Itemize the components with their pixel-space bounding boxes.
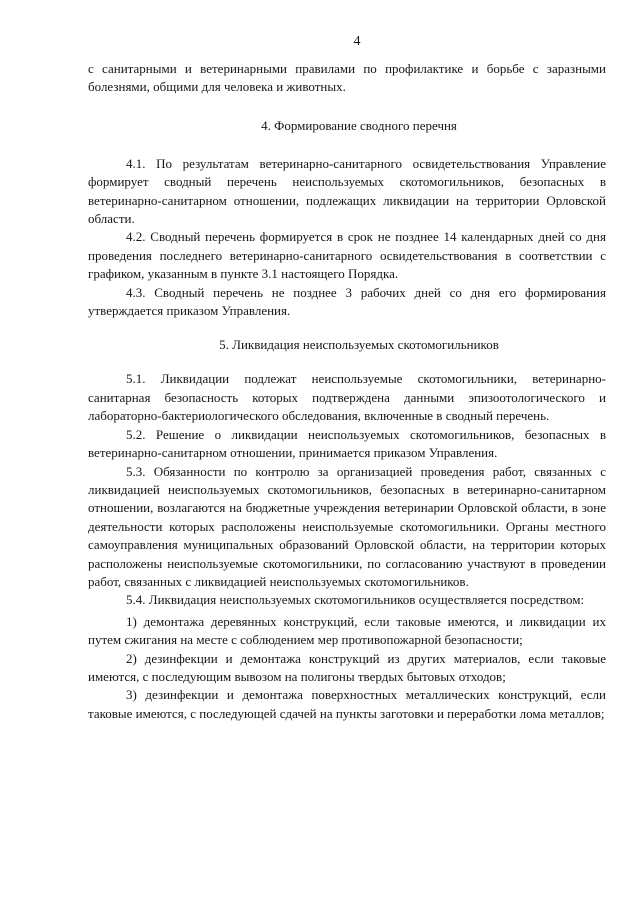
paragraph-4-2: 4.2. Сводный перечень формируется в срок не позднее 14 календарных дней со дня проведения последнего ветеринарно-санитарного освидетельствования в соответствии с графиком, указанным в пункте 3.1 настоящего Порядка. [88, 229, 606, 282]
section-5-heading: 5. Ликвидация неиспользуемых скотомогильников [219, 337, 499, 353]
paragraph-5-3: 5.3. Обязанности по контролю за организацией проведения работ, связанных с ликвидацией неиспользуемых скотомогильников, безопасных в ветеринарно-санитарном отношении, возлагаются на бюджетные учреждения ветеринарии Орловской области, в зоне деятельности которых расположены неиспользуемые скотомогильники. Органы местного самоуправления муниципальных образований Орловской области, на территории которых расположены неиспользуемые скотомогильники, по согласованию участвуют в проведении работ, связанных с ликвидацией неиспользуемых скотомогильников. [88, 463, 606, 589]
paragraph-4-3: 4.3. Сводный перечень не позднее 3 рабочих дней со дня его формирования утверждается приказом Управления. [88, 284, 606, 319]
list-item-1: 1) демонтажа деревянных конструкций, если таковые имеются, и ликвидации их путем сжигания на месте с соблюдением мер противопожарной безопасности; [88, 613, 606, 648]
list-item-3: 3) дезинфекции и демонтажа поверхностных металлических конструкций, если таковые имеются, с последующей сдачей на пункты заготовки и переработки лома металлов; [88, 687, 606, 721]
paragraph-5-4: 5.4. Ликвидация неиспользуемых скотомогильников осуществляется посредством: [126, 592, 585, 608]
paragraph-5-1: 5.1. Ликвидации подлежат неиспользуемые скотомогильники, ветеринарно-санитарная безопасность которых подтверждена данными эпизоотологического и лабораторно-бактериологического обследования, включенные в сводный перечень. [88, 371, 606, 424]
page-number: 4 [353, 34, 361, 49]
intro-paragraph: с санитарными и ветеринарными правилами по профилактике и борьбе с заразными болезнями, общими для человека и животных. [88, 61, 606, 95]
section-4-heading: 4. Формирование сводного перечня [261, 117, 457, 133]
paragraph-5-2: 5.2. Решение о ликвидации неиспользуемых скотомогильников, безопасных в ветеринарно-санитарном отношении, принимается приказом Управления. [88, 426, 606, 461]
paragraph-4-1: 4.1. По результатам ветеринарно-санитарного освидетельствования Управление формирует сводный перечень неиспользуемых скотомогильников, безопасных в ветеринарно-санитарном отношении, подлежащих ликвидации на территории Орловской области. [88, 155, 606, 227]
list-item-2: 2) дезинфекции и демонтажа конструкций из других материалов, если таковые имеются, с последующим вывозом на полигоны твердых бытовых отходов; [88, 650, 606, 684]
